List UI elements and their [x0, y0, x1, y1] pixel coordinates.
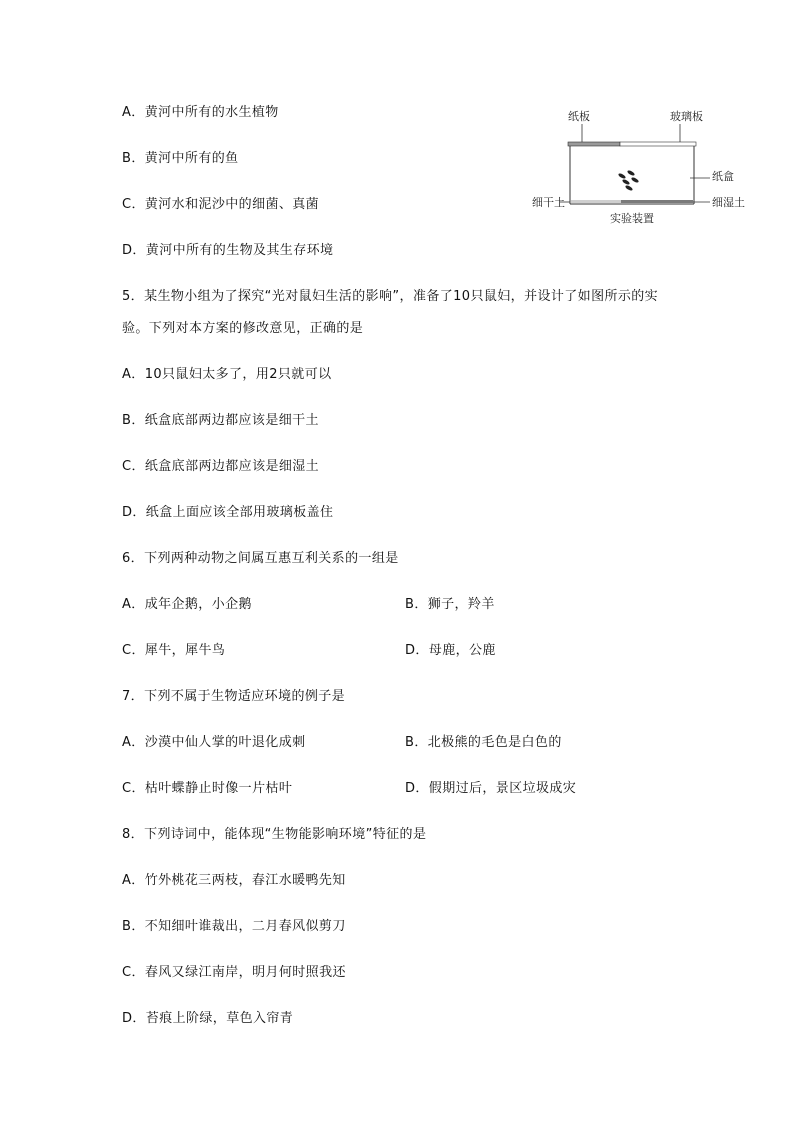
q7-option-b: B．北极熊的毛色是白色的 — [405, 735, 562, 750]
q8-option-d: D．苔痕上阶绿，草色入帘青 — [122, 1011, 294, 1026]
woodlouse — [622, 178, 631, 185]
paper-board — [568, 142, 620, 146]
q4-option-b: B．黄河中所有的鱼 — [122, 151, 239, 166]
q6-option-d: D．母鹿，公鹿 — [405, 643, 496, 658]
woodlouse — [625, 184, 634, 191]
q8-option-c: C．春风又绿江南岸，明月何时照我还 — [122, 965, 346, 980]
q6-stem: 6．下列两种动物之间属互惠互利关系的一组是 — [122, 551, 399, 566]
q6-option-c: C．犀牛，犀牛鸟 — [122, 643, 226, 658]
q5-stem-line1: 5．某生物小组为了探究“光对鼠妇生活的影响”，准备了10只鼠妇，并设计了如图所示的实 — [122, 289, 659, 304]
diagram-caption: 实验装置 — [610, 212, 654, 225]
q5-option-d: D．纸盒上面应该全部用玻璃板盖住 — [122, 505, 334, 520]
wet-soil-layer — [621, 200, 693, 203]
q7-option-a: A．沙漠中仙人掌的叶退化成刺 — [122, 735, 306, 750]
label-wet-soil: 细湿土 — [712, 196, 745, 209]
q4-option-a: A．黄河中所有的水生植物 — [122, 105, 279, 120]
glass-board — [620, 142, 696, 146]
label-glass-board: 玻璃板 — [670, 110, 703, 123]
q7-stem: 7．下列不属于生物适应环境的例子是 — [122, 689, 346, 704]
dry-soil-layer — [571, 200, 621, 203]
q5-stem-line2: 验。下列对本方案的修改意见，正确的是 — [122, 321, 364, 336]
experiment-diagram — [530, 100, 780, 230]
label-dry-soil: 细干土 — [532, 196, 565, 209]
q8-stem: 8．下列诗词中，能体现“生物能影响环境”特征的是 — [122, 827, 427, 842]
q8-option-b: B．不知细叶谁裁出，二月春风似剪刀 — [122, 919, 346, 934]
label-paper-box: 纸盒 — [712, 170, 734, 183]
q7-option-c: C．枯叶蝶静止时像一片枯叶 — [122, 781, 293, 796]
q4-option-c: C．黄河水和泥沙中的细菌、真菌 — [122, 197, 320, 212]
q8-option-a: A．竹外桃花三两枝，春江水暖鸭先知 — [122, 873, 346, 888]
q5-option-b: B．纸盒底部两边都应该是细干土 — [122, 413, 319, 428]
woodlouse — [618, 172, 627, 179]
woodlice — [618, 169, 640, 191]
q6-option-b: B．狮子，羚羊 — [405, 597, 495, 612]
q5-option-a: A．10只鼠妇太多了，用2只就可以 — [122, 367, 332, 382]
q4-option-d: D．黄河中所有的生物及其生存环境 — [122, 243, 334, 258]
q6-option-a: A．成年企鹅，小企鹅 — [122, 597, 252, 612]
woodlouse — [627, 169, 636, 176]
q7-option-d: D．假期过后，景区垃圾成灾 — [405, 781, 577, 796]
q5-option-c: C．纸盒底部两边都应该是细湿土 — [122, 459, 320, 474]
label-paper-board: 纸板 — [568, 110, 590, 123]
woodlouse — [631, 176, 640, 183]
